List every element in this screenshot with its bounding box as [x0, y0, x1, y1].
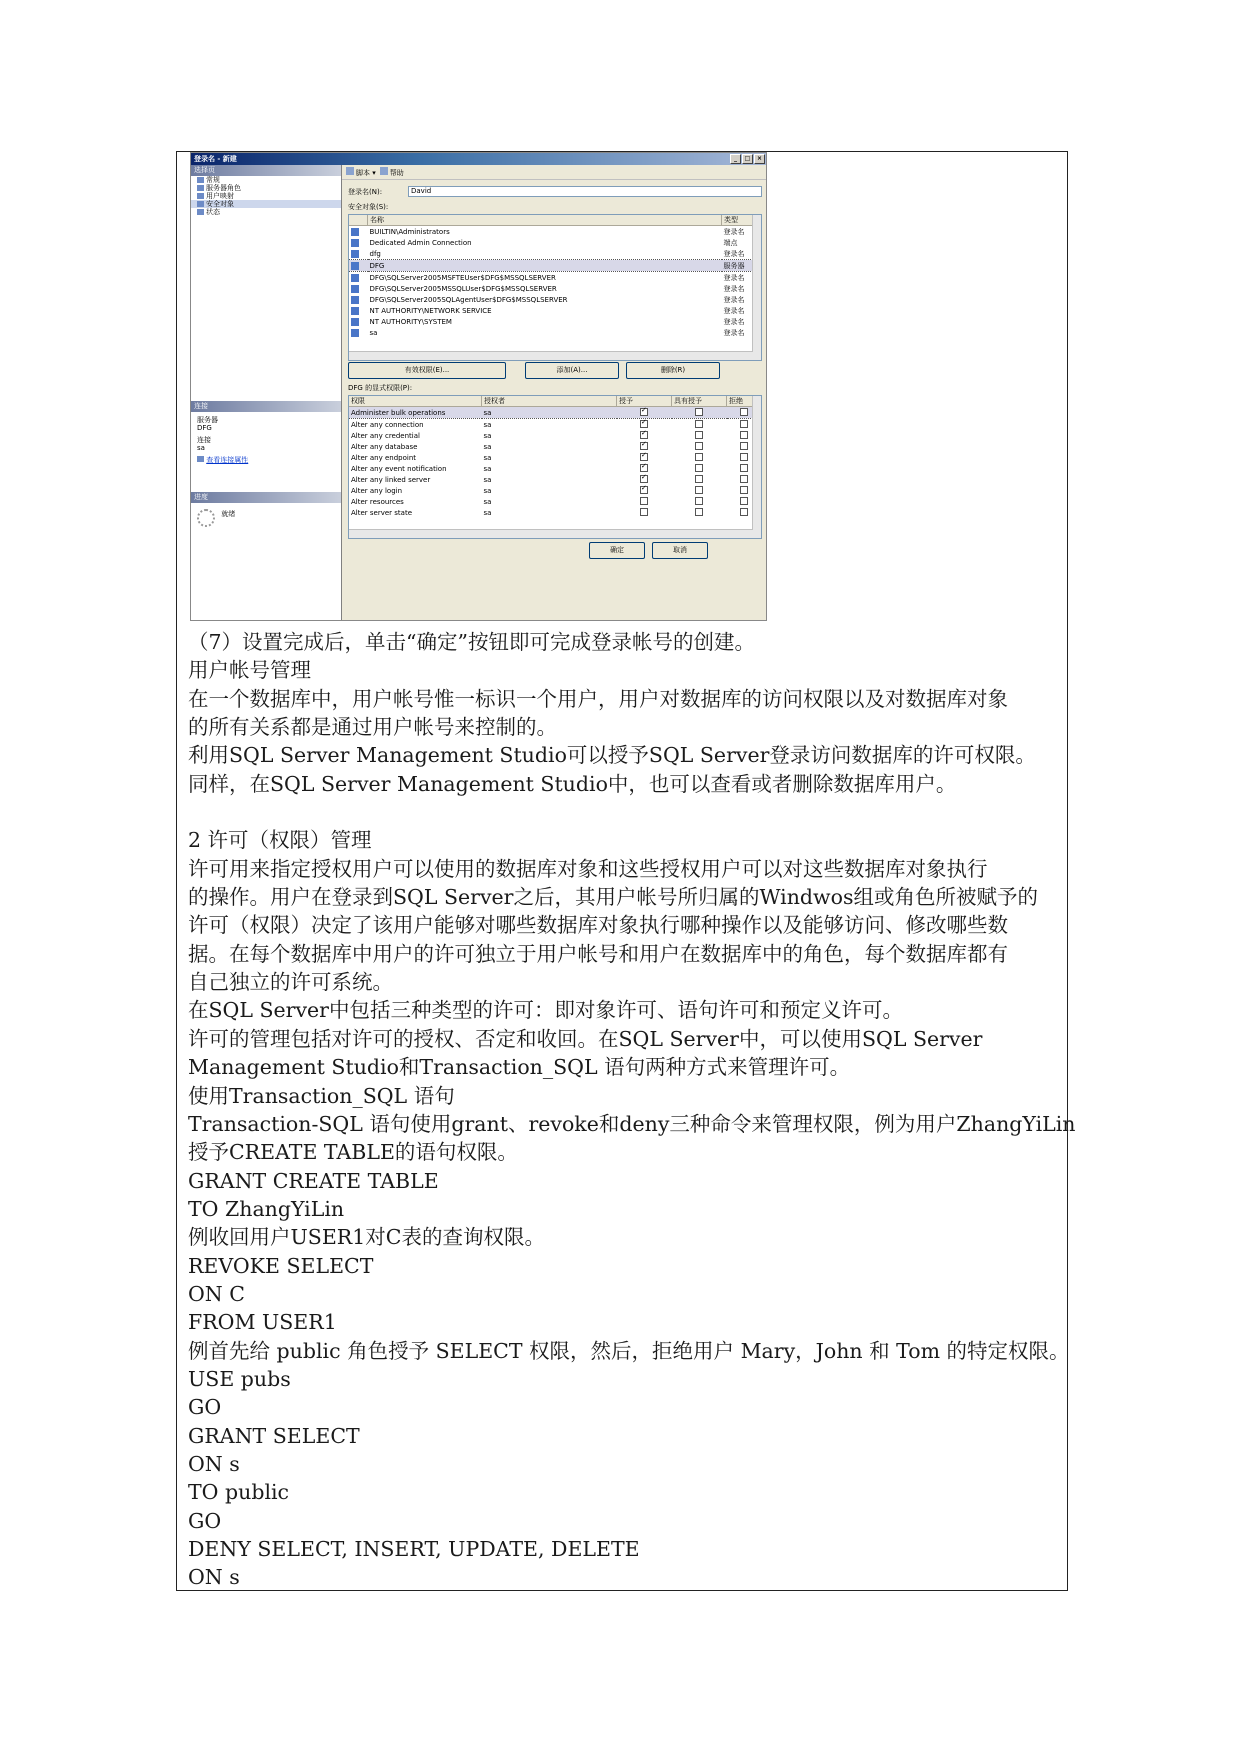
- grant-checkbox[interactable]: [640, 497, 648, 505]
- securable-icon: [351, 274, 359, 282]
- securable-name: NT AUTHORITY\SYSTEM: [369, 317, 452, 326]
- with-grant-checkbox[interactable]: [695, 442, 703, 450]
- securable-name: DFG\SQLServer2005MSFTEUser$DFG$MSSQLSERVER: [369, 273, 556, 282]
- page-item[interactable]: 状态: [191, 208, 341, 216]
- permission-row[interactable]: [349, 430, 761, 441]
- grant-checkbox[interactable]: [640, 464, 648, 472]
- securable-name: BUILTIN\Administrators: [369, 227, 450, 236]
- page-icon: [197, 193, 204, 199]
- grant-checkbox[interactable]: [640, 442, 648, 450]
- text-line: 同样，在SQL Server Management Studio中，也可以查看或者删除数据库用户。: [188, 771, 957, 796]
- grant-checkbox[interactable]: [640, 408, 648, 416]
- securable-icon: [351, 262, 359, 270]
- securable-name: DFG\SQLServer2005MSSQLUser$DFG$MSSQLSERVER: [369, 284, 557, 293]
- deny-checkbox[interactable]: [740, 442, 748, 450]
- securable-name: Dedicated Admin Connection: [369, 238, 472, 247]
- permission-name: Alter server state: [351, 508, 413, 517]
- deny-checkbox[interactable]: [740, 497, 748, 505]
- add-button[interactable]: 添加(A)...: [525, 362, 619, 379]
- securable-type: 登录名: [723, 317, 745, 326]
- permissions-vscroll[interactable]: [752, 396, 761, 538]
- text-line: TO ZhangYiLin: [188, 1196, 345, 1221]
- grant-checkbox[interactable]: [640, 486, 648, 494]
- with-grant-checkbox[interactable]: [695, 475, 703, 483]
- permission-grantor: sa: [483, 442, 492, 451]
- permission-row[interactable]: [349, 419, 761, 431]
- page-item[interactable]: 用户映射: [191, 192, 341, 200]
- dialog-toolbar: [342, 165, 766, 180]
- securable-icon: [351, 296, 359, 304]
- permission-name: Alter any connection: [351, 420, 424, 429]
- permission-row[interactable]: [349, 452, 761, 463]
- deny-checkbox[interactable]: [740, 408, 748, 416]
- page-list: [191, 176, 341, 216]
- select-page-header: 选择页: [191, 165, 341, 176]
- permission-row[interactable]: [349, 463, 761, 474]
- with-grant-checkbox[interactable]: [695, 420, 703, 428]
- securables-grid[interactable]: [348, 214, 762, 361]
- permission-grantor: sa: [483, 508, 492, 517]
- securable-type: 端点: [723, 238, 738, 247]
- permission-name: Alter any login: [351, 486, 403, 495]
- server-label: 服务器: [197, 416, 218, 424]
- connection-section: [191, 401, 341, 464]
- grant-checkbox[interactable]: [640, 508, 648, 516]
- right-pane: [342, 165, 766, 620]
- securable-icon: [351, 307, 359, 315]
- text-line: 许可用来指定授权用户可以使用的数据库对象和这些授权用户可以对这些数据库对象执行: [188, 856, 988, 881]
- securables-vscroll[interactable]: [752, 215, 761, 360]
- securable-name: NT AUTHORITY\NETWORK SERVICE: [369, 306, 492, 315]
- text-line: TO public: [188, 1480, 290, 1505]
- securable-row[interactable]: [349, 283, 761, 294]
- text-line: 使用Transaction_SQL 语句: [188, 1083, 455, 1108]
- connection-label: 连接: [197, 436, 211, 444]
- permissions-grid[interactable]: [348, 395, 762, 539]
- text-line: GRANT CREATE TABLE: [188, 1168, 439, 1193]
- permission-grantor: sa: [483, 420, 492, 429]
- text-line: DENY SELECT, INSERT, UPDATE, DELETE: [188, 1537, 640, 1561]
- deny-checkbox[interactable]: [740, 464, 748, 472]
- permission-row[interactable]: [349, 441, 761, 452]
- with-grant-checkbox[interactable]: [695, 464, 703, 472]
- permission-row[interactable]: [349, 407, 761, 419]
- with-grant-checkbox[interactable]: [695, 508, 703, 516]
- cancel-button[interactable]: 取消: [652, 542, 708, 559]
- login-name-field[interactable]: David: [408, 186, 762, 197]
- grant-checkbox[interactable]: [640, 475, 648, 483]
- permission-grantor: sa: [483, 475, 492, 484]
- permission-grantor: sa: [483, 453, 492, 462]
- remove-button[interactable]: 删除(R): [626, 362, 720, 379]
- with-grant-checkbox[interactable]: [695, 486, 703, 494]
- text-line: ON s: [188, 1451, 240, 1476]
- permissions-hscroll[interactable]: [349, 529, 753, 538]
- permission-grantor: sa: [483, 486, 492, 495]
- page-icon: [197, 185, 204, 191]
- text-line: GO: [188, 1395, 222, 1420]
- effective-permissions-button[interactable]: 有效权限(E)...: [348, 362, 506, 379]
- text-line: 在SQL Server中包括三种类型的许可：即对象许可、语句许可和预定义许可。: [188, 998, 903, 1023]
- with-grant-checkbox[interactable]: [695, 453, 703, 461]
- securable-row[interactable]: [349, 226, 761, 238]
- securables-hscroll[interactable]: [349, 351, 753, 360]
- help-icon: [380, 167, 388, 175]
- securable-row[interactable]: [349, 237, 761, 248]
- view-connection-properties-link[interactable]: 查看连接属性: [206, 456, 249, 464]
- login-name-row: [348, 186, 762, 197]
- perm-col-deny[interactable]: 拒绝: [727, 396, 761, 407]
- maximize-icon[interactable]: □: [742, 154, 753, 164]
- permission-grantor: sa: [483, 497, 492, 506]
- securable-icon: [351, 228, 359, 236]
- ok-button[interactable]: 确定: [589, 542, 645, 559]
- text-line: 2 许可（权限）管理: [188, 828, 372, 853]
- text-line: 许可的管理包括对许可的授权、否定和收回。在SQL Server中，可以使用SQL Server: [188, 1026, 983, 1051]
- perm-col-permission[interactable]: 权限: [349, 396, 482, 407]
- deny-checkbox[interactable]: [740, 431, 748, 439]
- securable-name: dfg: [369, 249, 381, 258]
- deny-checkbox[interactable]: [740, 420, 748, 428]
- progress-status: 就绪: [221, 510, 236, 518]
- text-line: （7）设置完成后，单击“确定”按钮即可完成登录帐号的创建。: [188, 630, 756, 654]
- script-icon: [346, 167, 354, 175]
- close-icon[interactable]: ×: [754, 154, 765, 164]
- permission-name: Alter resources: [351, 497, 404, 506]
- deny-checkbox[interactable]: [740, 486, 748, 494]
- securable-row[interactable]: [349, 260, 761, 272]
- securables-col-name[interactable]: 名称: [368, 215, 722, 226]
- permission-row[interactable]: [349, 474, 761, 485]
- securable-row[interactable]: [349, 272, 761, 284]
- securable-row[interactable]: [349, 316, 761, 327]
- text-line: REVOKE SELECT: [188, 1253, 374, 1278]
- help-button[interactable]: 帮助: [380, 167, 404, 178]
- text-line: 授予CREATE TABLE的语句权限。: [188, 1140, 518, 1165]
- minimize-icon[interactable]: _: [730, 154, 741, 164]
- securable-type: 登录名: [723, 295, 745, 304]
- permission-name: Alter any event notification: [351, 464, 447, 473]
- connection-props-icon: [197, 456, 204, 462]
- text-line: FROM USER1: [188, 1310, 337, 1335]
- with-grant-checkbox[interactable]: [695, 497, 703, 505]
- deny-checkbox[interactable]: [740, 475, 748, 483]
- permission-grantor: sa: [483, 464, 492, 473]
- securable-row[interactable]: [349, 327, 761, 338]
- permission-grantor: sa: [483, 431, 492, 440]
- document-body: [188, 628, 1076, 1592]
- text-line: GRANT SELECT: [188, 1423, 360, 1448]
- grant-checkbox[interactable]: [640, 420, 648, 428]
- permission-name: Administer bulk operations: [349, 407, 482, 419]
- text-line: 例收回用户USER1对C表的查询权限。: [188, 1225, 545, 1250]
- securable-type: 登录名: [723, 273, 745, 282]
- text-line: 用户帐号管理: [188, 658, 311, 683]
- grant-checkbox[interactable]: [640, 431, 648, 439]
- securable-icon: [351, 318, 359, 326]
- progress-header: 进度: [191, 492, 341, 503]
- securable-type: 服务器: [722, 260, 761, 272]
- text-line: GO: [188, 1508, 222, 1533]
- page-item[interactable]: 常规: [191, 176, 341, 184]
- text-line: 利用SQL Server Management Studio可以授予SQL Server登录访问数据库的许可权限。: [188, 743, 1036, 768]
- text-line: 例首先给 public 角色授予 SELECT 权限，然后，拒绝用户 Mary，John 和 Tom 的特定权限。: [188, 1338, 1070, 1363]
- script-button[interactable]: 脚本 ▾: [346, 167, 376, 178]
- text-line: USE pubs: [188, 1366, 291, 1391]
- permission-row[interactable]: [349, 485, 761, 496]
- with-grant-checkbox[interactable]: [695, 408, 703, 416]
- text-line: ON s: [188, 1565, 240, 1590]
- permission-name: Alter any database: [351, 442, 418, 451]
- deny-checkbox[interactable]: [740, 508, 748, 516]
- securables-label: 安全对象(S):: [348, 203, 389, 211]
- securable-name: DFG: [368, 260, 722, 272]
- securable-icon: [351, 285, 359, 293]
- text-line: 许可（权限）决定了该用户能够对哪些数据库对象执行哪种操作以及能够访问、修改哪些数: [188, 913, 1008, 938]
- permission-name: Alter any credential: [351, 431, 420, 440]
- explicit-permissions-label: DFG 的显式权限(P):: [348, 384, 413, 392]
- permission-grantor: sa: [482, 407, 617, 419]
- securable-type: 登录名: [723, 227, 745, 236]
- permission-row[interactable]: [349, 496, 761, 507]
- securable-type: 登录名: [723, 284, 745, 293]
- text-line: 据。在每个数据库中用户的许可独立于用户帐号和用户在数据库中的角色，每个数据库都有: [188, 941, 1008, 966]
- permission-name: Alter any endpoint: [351, 453, 417, 462]
- spinner-icon: [197, 509, 215, 527]
- login-name-label: 登录名(N):: [348, 187, 383, 196]
- connection-value: sa: [197, 444, 205, 452]
- text-line: 的操作。用户在登录到SQL Server之后，其用户帐号所归属的Windwos组或角色所被赋予的: [188, 885, 1038, 910]
- page-item[interactable]: 服务器角色: [191, 184, 341, 192]
- page-icon: [197, 209, 204, 215]
- securables-col-type[interactable]: 类型: [722, 215, 761, 226]
- page-icon: [197, 201, 204, 207]
- permission-row[interactable]: [349, 507, 761, 518]
- securable-icon: [351, 239, 359, 247]
- text-line: 自己独立的许可系统。: [188, 970, 393, 995]
- login-new-dialog-screenshot: [190, 152, 767, 621]
- connection-header: 连接: [191, 401, 341, 412]
- text-line: [188, 798, 1048, 826]
- securable-type: 登录名: [723, 328, 745, 337]
- page-item[interactable]: 安全对象: [191, 200, 341, 208]
- text-line: 的所有关系都是通过用户帐号来控制的。: [188, 715, 557, 740]
- securable-icon: [351, 250, 359, 258]
- text-line: Management Studio和Transaction_SQL 语句两种方式来管理许可。: [188, 1055, 851, 1080]
- text-line: 在一个数据库中，用户帐号惟一标识一个用户，用户对数据库的访问权限以及对数据库对象: [188, 686, 1008, 711]
- progress-section: [191, 492, 341, 527]
- securable-name: sa: [369, 328, 378, 337]
- securable-row[interactable]: [349, 294, 761, 305]
- grant-checkbox[interactable]: [640, 453, 648, 461]
- dialog-title: 登录名 - 新建: [194, 155, 237, 163]
- left-pane: [191, 165, 342, 620]
- deny-checkbox[interactable]: [740, 453, 748, 461]
- perm-col-grantor[interactable]: 授权者: [482, 396, 617, 407]
- page-icon: [197, 177, 204, 183]
- dialog-titlebar: [191, 153, 766, 165]
- with-grant-checkbox[interactable]: [695, 431, 703, 439]
- securable-icon: [351, 329, 359, 337]
- securable-row[interactable]: [349, 248, 761, 260]
- securable-name: DFG\SQLServer2005SQLAgentUser$DFG$MSSQLSERVER: [369, 295, 568, 304]
- perm-col-with-grant[interactable]: 具有授予: [672, 396, 727, 407]
- server-value: DFG: [197, 424, 212, 432]
- securable-type: 登录名: [723, 306, 745, 315]
- securable-row[interactable]: [349, 305, 761, 316]
- text-line: Transaction-SQL 语句使用grant、revoke和deny三种命令来管理权限，例为用户ZhangYiLin: [188, 1111, 1076, 1136]
- permission-name: Alter any linked server: [351, 475, 431, 484]
- securable-type: 登录名: [723, 249, 745, 258]
- text-line: ON C: [188, 1281, 245, 1306]
- perm-col-grant[interactable]: 授予: [617, 396, 672, 407]
